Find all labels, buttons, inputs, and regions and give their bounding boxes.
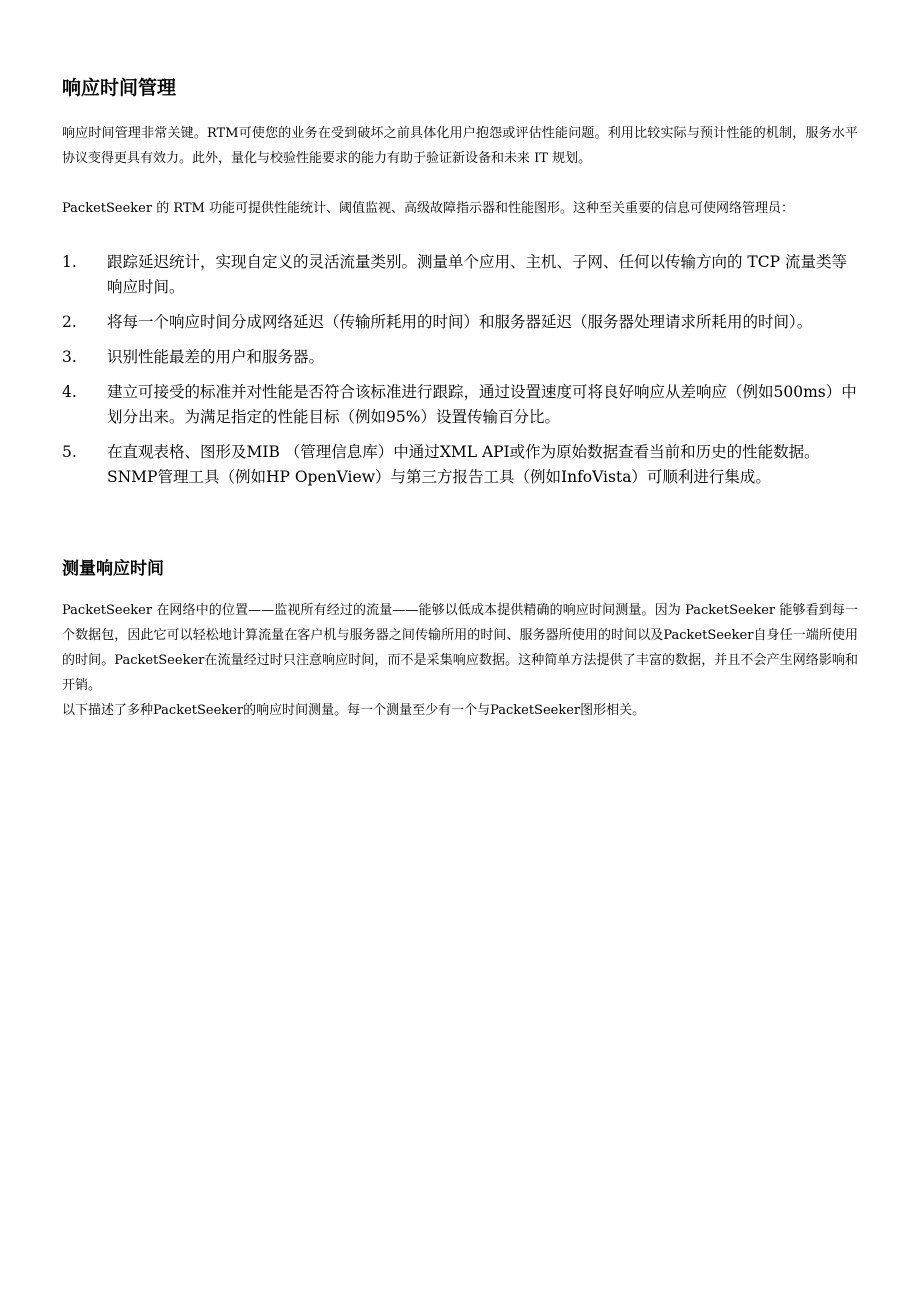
list-item-number: 3.	[62, 348, 77, 366]
list-item-number: 2.	[62, 313, 77, 331]
section-title-measure: 测量响应时间	[62, 559, 164, 579]
list-item-text: 将每一个响应时间分成网络延迟（传输所耗用的时间）和服务器延迟（服务器处理请求所耗用的时间）。	[107, 313, 813, 331]
list-item-text: 识别性能最差的用户和服务器。	[107, 348, 325, 366]
list-item-number: 1.	[62, 253, 77, 271]
list-item-text: 跟踪延迟统计，实现自定义的灵活流量类别。测量单个应用、主机、子网、任何以传输方向的 TCP 流量类等响应时间。	[107, 253, 847, 296]
list-item	[62, 310, 862, 335]
list-item-number: 5.	[62, 443, 77, 461]
rtm-capabilities-list	[62, 250, 862, 500]
list-item-text: 建立可接受的标准并对性能是否符合该标准进行跟踪，通过设置速度可将良好响应从差响应（例如500ms）中划分出来。为满足指定的性能目标（例如95%）设置传输百分比。	[107, 383, 857, 426]
list-item-text: 在直观表格、图形及MIB （管理信息库）中通过XML API或作为原始数据查看当前和历史的性能数据。SNMP管理工具（例如HP OpenView）与第三方报告工具（例如InfoVista）可顺利进行集成。	[107, 443, 820, 486]
section-title-rtm: 响应时间管理	[62, 77, 177, 99]
list-item	[62, 250, 862, 300]
measure-summary-paragraph: 以下描述了多种PacketSeeker的响应时间测量。每一个测量至少有一个与PacketSeeker图形相关。	[62, 703, 646, 718]
list-item	[62, 440, 862, 490]
rtm-intro-paragraph: 响应时间管理非常关键。RTM可使您的业务在受到破坏之前具体化用户抱怨或评估性能问题。利用比较实际与预计性能的机制，服务水平协议变得更具有效力。此外，量化与校验性能要求的能力有助于验证新设备和未来 IT 规划。	[62, 126, 858, 166]
list-item-number: 4.	[62, 383, 77, 401]
rtm-features-paragraph: PacketSeeker 的 RTM 功能可提供性能统计、阈值监视、高级故障指示器和性能图形。这种至关重要的信息可使网络管理员：	[62, 201, 795, 216]
list-item	[62, 380, 862, 430]
measure-intro-paragraph: PacketSeeker 在网络中的位置——监视所有经过的流量——能够以低成本提供精确的响应时间测量。因为 PacketSeeker 能够看到每一个数据包，因此它可以轻松地计算流量在客户机与服务器之间传输所用的时间、服务器所使用的时间以及PacketSeeker自身任一端所使用的时间。PacketSeeker在流量经过时只注意响应时间，而不是采集响应数据。这种简单方法提供了丰富的数据，并且不会产生网络影响和开销。	[62, 603, 858, 693]
list-item	[62, 345, 862, 370]
